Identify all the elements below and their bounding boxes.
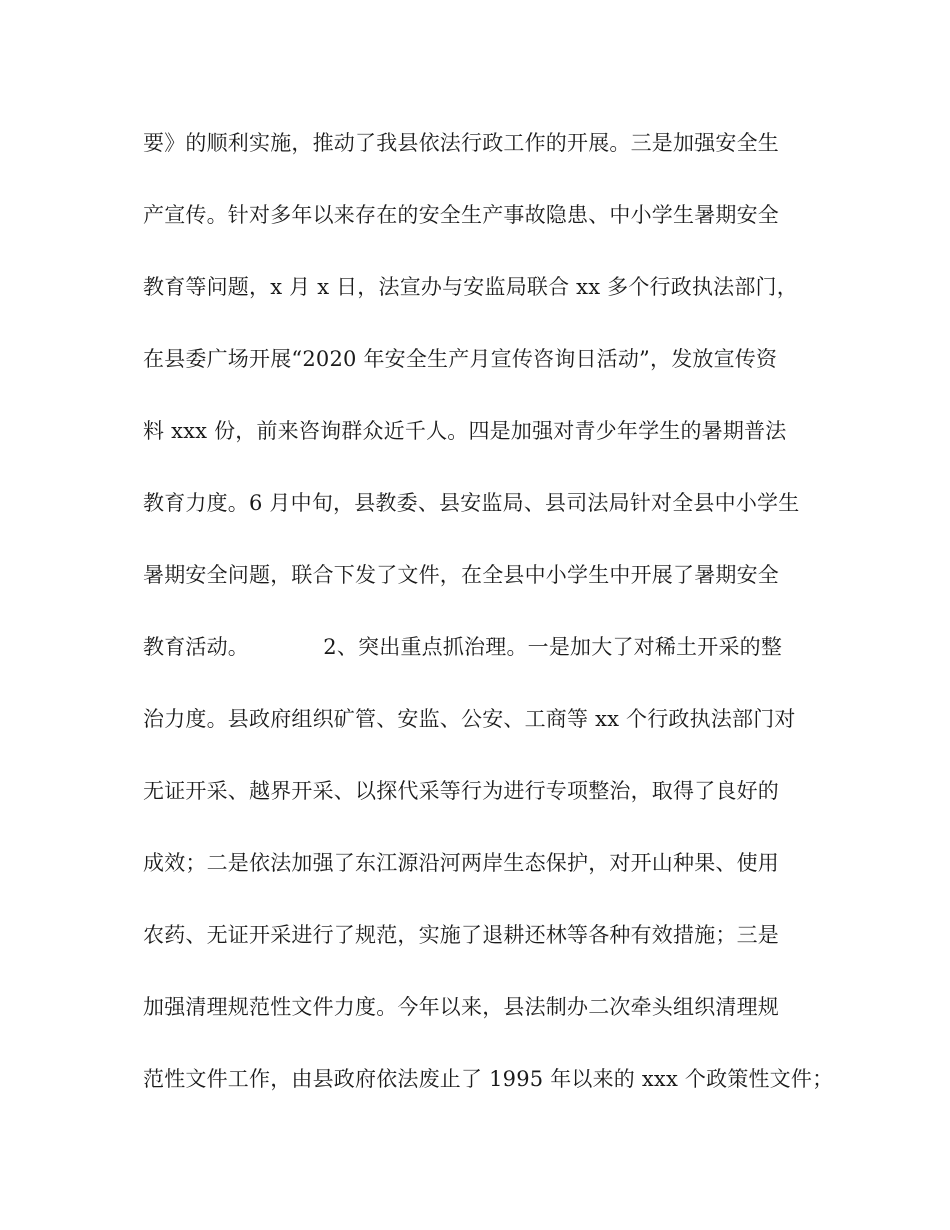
text-line: 教育活动。 2、突出重点抓治理。一是加大了对稀土开采的整	[143, 635, 783, 659]
text-line: 范性文件工作，由县政府依法废止了 1995 年以来的 xxx 个政策性文件；	[143, 1067, 834, 1091]
text-line: 料 xxx 份，前来咨询群众近千人。四是加强对青少年学生的暑期普法	[143, 419, 787, 443]
text-line: 农药、无证开采进行了规范，实施了退耕还林等各种有效措施；三是	[143, 923, 779, 947]
text-line: 暑期安全问题，联合下发了文件，在全县中小学生中开展了暑期安全	[143, 563, 779, 587]
text-line: 在县委广场开展“2020 年安全生产月宣传咨询日活动”，发放宣传资	[143, 347, 778, 371]
text-line: 加强清理规范性文件力度。今年以来，县法制办二次牵头组织清理规	[143, 995, 779, 1019]
text-line: 要》的顺利实施，推动了我县依法行政工作的开展。三是加强安全生	[143, 131, 779, 155]
text-line: 治力度。县政府组织矿管、安监、公安、工商等 xx 个行政执法部门对	[143, 707, 796, 731]
text-line: 教育力度。6 月中旬，县教委、县安监局、县司法局针对全县中小学生	[143, 491, 800, 515]
text-line: 成效；二是依法加强了东江源沿河两岸生态保护，对开山种果、使用	[143, 851, 779, 875]
text-line: 教育等问题，x 月 x 日，法宣办与安监局联合 xx 多个行政执法部门，	[143, 275, 798, 299]
text-line: 产宣传。针对多年以来存在的安全生产事故隐患、中小学生暑期安全	[143, 203, 779, 227]
text-line: 无证开采、越界开采、以探代采等行为进行专项整治，取得了良好的	[143, 779, 779, 803]
